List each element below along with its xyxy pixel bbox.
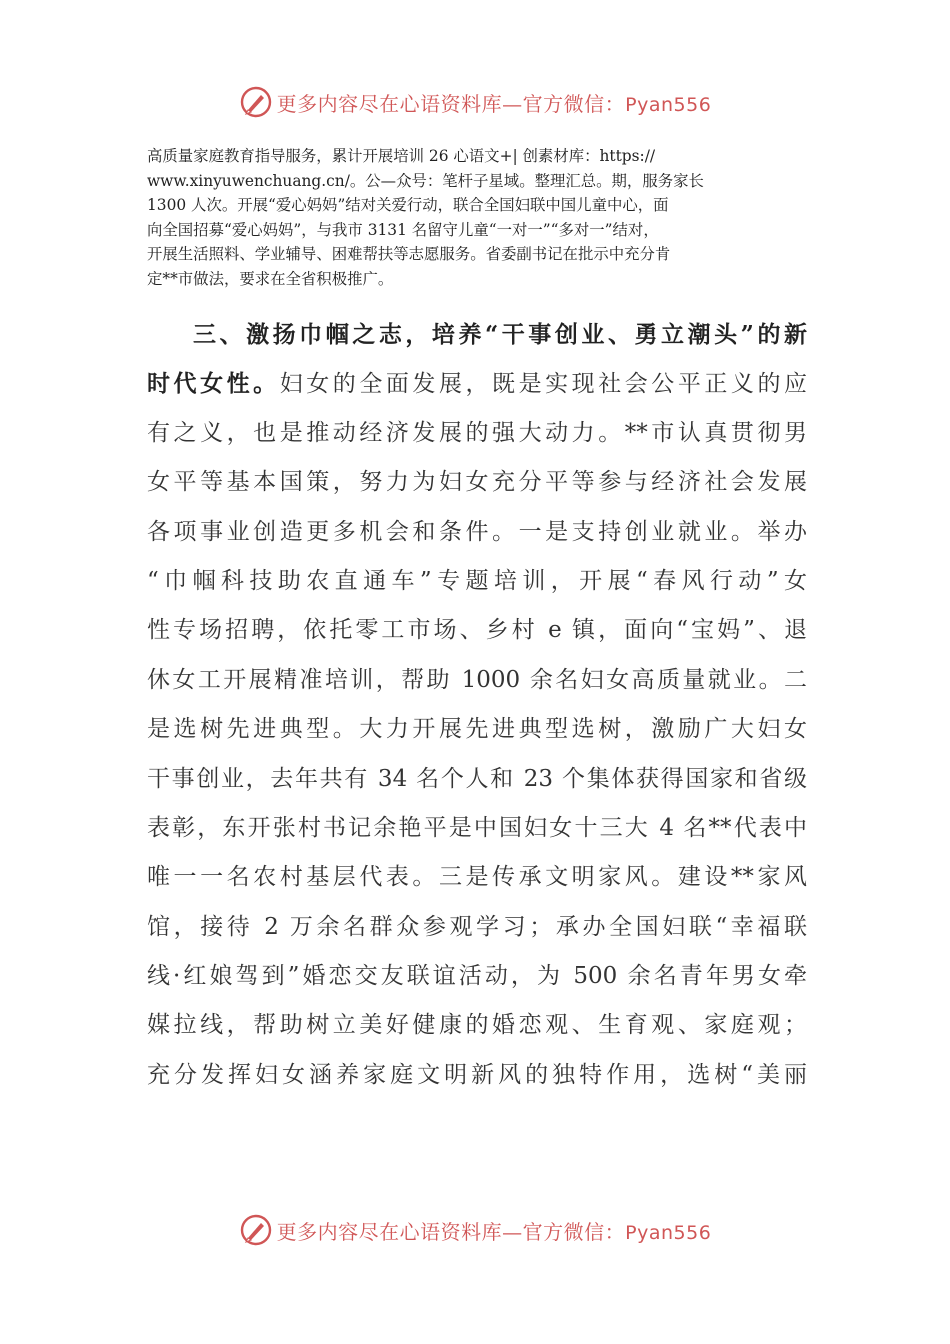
footer-banner bbox=[0, 1210, 950, 1250]
section-three bbox=[147, 310, 807, 1100]
carryover-line: 高质量家庭教育指导服务，累计开展培训 26 心语文+| 创素材库：https:// bbox=[147, 147, 656, 165]
section-heading: 三、激扬巾帼之志，培养“干事创业、勇立潮头”的新 bbox=[193, 321, 807, 348]
header-banner-wechat-id: Pyan556 bbox=[625, 93, 712, 116]
pen-logo-icon bbox=[239, 85, 273, 119]
body-line: 线·红娘驾到”婚恋交友联谊活动，为 500 余名青年男女牵 bbox=[147, 963, 807, 990]
section-heading-tail: 时代女性。 bbox=[147, 370, 280, 398]
footer-banner-wechat-id: Pyan556 bbox=[625, 1221, 712, 1244]
body-line: 馆，接待 2 万余名群众参观学习；承办全国妇联“幸福联 bbox=[147, 913, 807, 940]
carryover-line: www.xinyuwenchuang.cn/。公—众号：笔杆子星域。整理汇总。期，服务家长 bbox=[147, 171, 704, 190]
pen-logo-icon bbox=[239, 1213, 273, 1247]
footer-banner-cn: 更多内容尽在心语资料库—官方微信： bbox=[276, 1219, 626, 1244]
carryover-line: 向全国招募“爱心妈妈”，与我市 3131 名留守儿童“一对一”“多对一”结对， bbox=[147, 220, 659, 239]
body-line: 充分发挥妇女涵养家庭文明新风的独特作用，选树“美丽 bbox=[147, 1061, 807, 1088]
body-line: 媒拉线，帮助树立美好健康的婚恋观、生育观、家庭观； bbox=[147, 1012, 807, 1039]
body-line: 各项事业创造更多机会和条件。一是支持创业就业。举办 bbox=[147, 518, 807, 545]
header-banner-cn: 更多内容尽在心语资料库—官方微信： bbox=[276, 91, 626, 116]
carryover-line: 开展生活照料、学业辅导、困难帮扶等志愿服务。省委副书记在批示中充分肯 bbox=[147, 245, 671, 264]
body-line: 唯一一名农村基层代表。三是传承文明家风。建设**家风 bbox=[147, 864, 807, 891]
body-line: 有之义，也是推动经济发展的强大动力。**市认真贯彻男 bbox=[147, 419, 807, 446]
body-line: 女平等基本国策，努力为妇女充分平等参与经济社会发展 bbox=[147, 469, 807, 496]
body-line: 干事创业，去年共有 34 名个人和 23 个集体获得国家和省级 bbox=[147, 765, 807, 792]
header-banner-text bbox=[277, 88, 712, 117]
section-heading-line2 bbox=[147, 359, 807, 408]
carryover-line: 1300 人次。开展“爱心妈妈”结对关爱行动，联合全国妇联中国儿童中心，面 bbox=[147, 196, 669, 215]
carryover-paragraph bbox=[147, 144, 807, 292]
body-line: “巾帼科技助农直通车”专题培训，开展“春风行动”女 bbox=[147, 567, 807, 594]
body-line: 休女工开展精准培训，帮助 1000 余名妇女高质量就业。二 bbox=[147, 666, 807, 693]
carryover-line: 定**市做法，要求在全省积极推广。 bbox=[147, 269, 394, 288]
section-text: 妇女的全面发展，既是实现社会公平正义的应 bbox=[279, 371, 808, 398]
header-banner bbox=[0, 82, 950, 122]
body-line: 表彰，东开张村书记余艳平是中国妇女十三大 4 名**代表中 bbox=[147, 814, 807, 841]
body-line: 是选树先进典型。大力开展先进典型选树，激励广大妇女 bbox=[147, 716, 807, 743]
footer-banner-text bbox=[277, 1216, 712, 1245]
body-line: 性专场招聘，依托零工市场、乡村 e 镇，面向“宝妈”、退 bbox=[147, 617, 807, 644]
